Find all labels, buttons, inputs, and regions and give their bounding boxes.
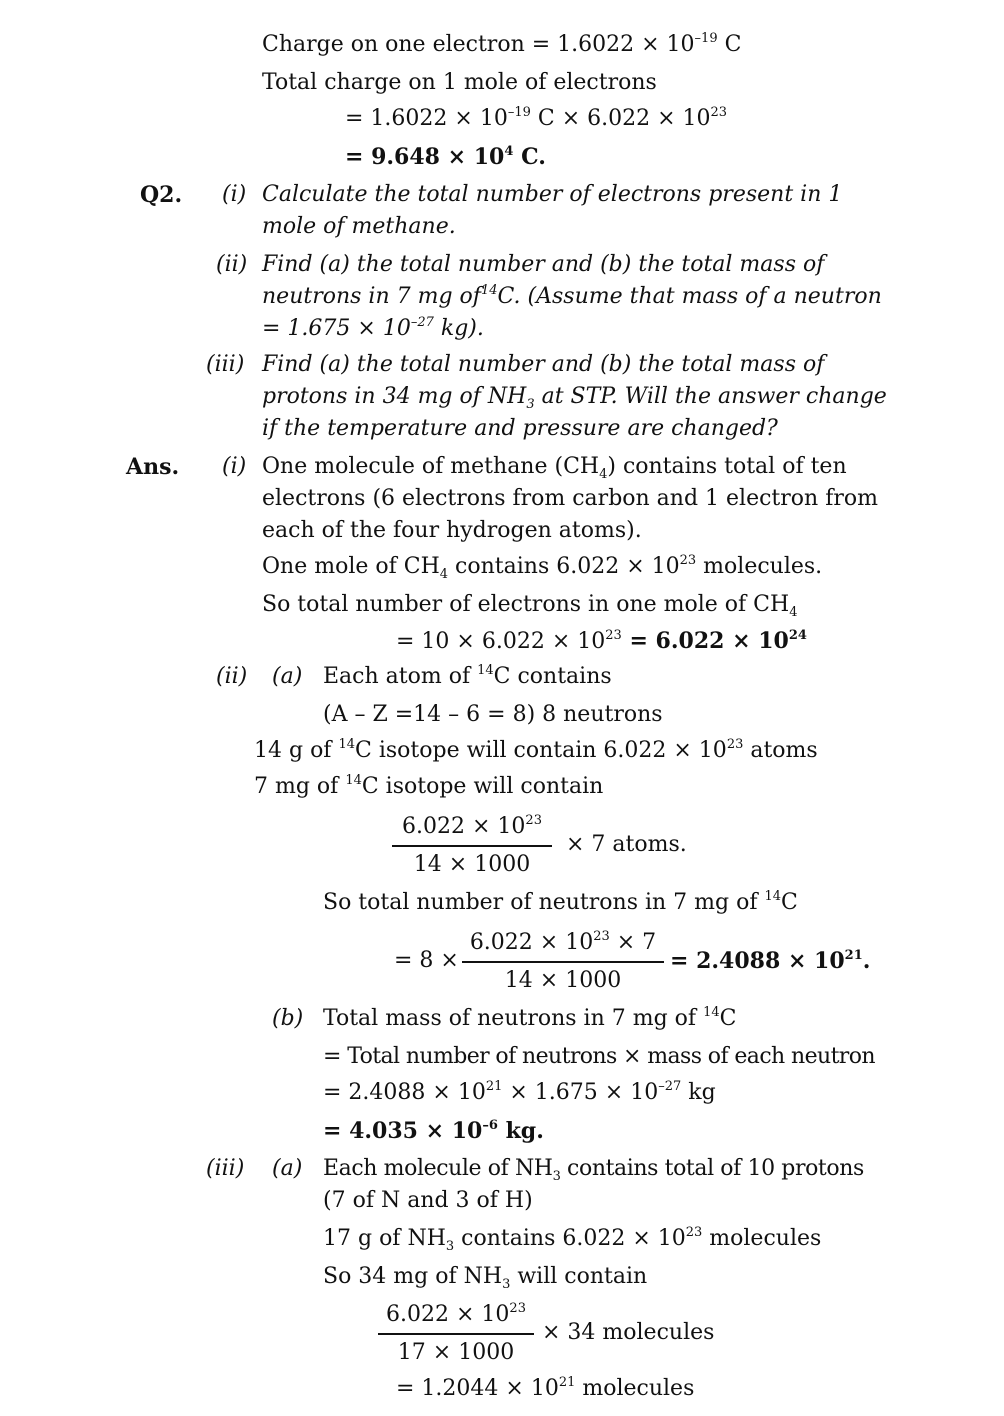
ans-i-line1 — [262, 452, 847, 482]
text: 14 g of — [254, 738, 339, 763]
text: 7 mg of — [254, 774, 346, 799]
ans-i-line2: electrons (6 electrons from carbon and 1 electron from — [262, 486, 878, 511]
fraction-neutrons-prefix: = 8 × — [394, 948, 459, 973]
text: Charge on one electron = 1.6022 × 10 — [262, 32, 695, 57]
text: Each atom of — [323, 664, 478, 689]
exponent: 24 — [788, 628, 807, 643]
fraction-denominator: 14 × 1000 — [413, 852, 531, 877]
ans-part-iii-number: (iii) — [206, 1156, 245, 1181]
text: × 7 — [609, 930, 657, 955]
text: So total number of electrons in one mole of CH — [262, 592, 790, 617]
text: C isotope will contain — [361, 774, 604, 799]
exponent: 23 — [509, 1301, 526, 1316]
fraction-numerator — [462, 928, 664, 958]
q2-part-iii-line2 — [262, 382, 887, 412]
text: contains total of 10 protons — [560, 1156, 864, 1181]
text: 6.022 × 10 — [469, 930, 594, 955]
total-charge-heading — [262, 68, 657, 98]
subscript: 4 — [789, 605, 798, 620]
q2-part-ii-number: (ii) — [216, 252, 248, 277]
text: kg — [681, 1080, 716, 1105]
fraction-denominator: 17 × 1000 — [397, 1340, 515, 1365]
ans-ii-b-result — [323, 1116, 544, 1146]
exponent: 23 — [593, 929, 610, 944]
text: molecules — [702, 1226, 822, 1251]
ans-iii-line3 — [323, 1224, 821, 1254]
text: = 4.035 × 10 — [323, 1118, 483, 1144]
ans-ii-a-line4 — [254, 772, 603, 802]
fraction-bar — [462, 961, 664, 963]
superscript: 14 — [338, 737, 355, 752]
text: will contain — [510, 1264, 648, 1289]
superscript: 14 — [345, 773, 362, 788]
ans-i-result — [396, 626, 807, 657]
text: kg. — [497, 1118, 544, 1144]
ans-iii-result — [396, 1374, 694, 1404]
fraction-molecules-multiplier: × 34 molecules — [542, 1320, 715, 1345]
q2-part-i-line1: Calculate the total number of electrons present in 1 — [262, 182, 843, 207]
text: C. — [513, 144, 546, 170]
question-label: Q2. — [140, 182, 183, 208]
fraction-numerator — [392, 812, 552, 842]
fraction-atoms — [392, 812, 552, 880]
exponent: –19 — [507, 105, 531, 120]
text: = 2.4088 × 10 — [323, 1080, 486, 1105]
text: contains 6.022 × 10 — [454, 1226, 686, 1251]
ans-ii-a-line3 — [254, 736, 818, 766]
ans-ii-a-line1 — [323, 662, 612, 692]
text: protons in 34 mg of NH — [262, 384, 527, 409]
text: kg). — [433, 316, 484, 341]
ans-ii-b-line3 — [323, 1078, 716, 1108]
ans-ii-b-line2: = Total number of neutrons × mass of each neutron — [323, 1044, 875, 1069]
text: = 10 × 6.022 × 10 — [396, 629, 606, 654]
text: × 1.675 × 10 — [502, 1080, 659, 1105]
subscript: 3 — [526, 397, 535, 412]
text: So 34 mg of NH — [323, 1264, 503, 1289]
fraction-neutrons-result — [670, 946, 870, 976]
q2-part-iii-line3: if the temperature and pressure are changed? — [262, 416, 778, 441]
text: contains 6.022 × 10 — [448, 554, 680, 579]
ans-iii-line2: (7 of N and 3 of H) — [323, 1188, 533, 1213]
text: = 1.675 × 10 — [262, 316, 411, 341]
total-charge-calc-line — [345, 104, 727, 134]
subscript: 4 — [439, 567, 449, 582]
text: = 1.6022 × 10 — [345, 106, 508, 131]
text: = 2.4088 × 10 — [670, 948, 845, 974]
ans-iii-line1 — [323, 1154, 864, 1184]
ans-iii-a-number: (a) — [272, 1156, 303, 1181]
text: . — [862, 948, 871, 974]
text: Total mass of neutrons in 7 mg of — [323, 1006, 704, 1031]
text: = 1.2044 × 10 — [396, 1376, 559, 1401]
superscript: 14 — [764, 889, 782, 904]
ans-ii-a-line2: (A – Z =14 – 6 = 8) 8 neutrons — [323, 702, 663, 727]
ans-iii-line4 — [323, 1262, 647, 1292]
text: molecules. — [696, 554, 823, 579]
ans-i-line5 — [262, 590, 798, 620]
ans-i-line4 — [262, 552, 822, 582]
exponent: 21 — [485, 1079, 503, 1094]
exponent: 23 — [726, 737, 744, 752]
ans-ii-a-number: (a) — [272, 664, 303, 689]
q2-part-i-number: (i) — [222, 182, 247, 207]
total-charge-result — [345, 142, 546, 172]
text: atoms — [743, 738, 818, 763]
subscript: 3 — [502, 1277, 511, 1292]
exponent: 23 — [679, 553, 697, 568]
text: One molecule of methane (CH — [262, 454, 600, 479]
text: C — [717, 32, 742, 57]
text: C — [719, 1006, 737, 1031]
exponent: 23 — [710, 105, 728, 120]
ans-part-i-number: (i) — [222, 454, 247, 479]
subscript: 4 — [599, 467, 608, 482]
ans-part-ii-number: (ii) — [216, 664, 248, 689]
text: 6.022 × 10 — [402, 814, 526, 839]
superscript: 14 — [703, 1005, 720, 1020]
text: One mole of CH — [262, 554, 440, 579]
fraction-neutrons — [462, 928, 664, 996]
exponent: 4 — [504, 144, 514, 159]
fraction-denominator: 14 × 1000 — [504, 968, 622, 993]
text: 17 g of NH — [323, 1226, 446, 1251]
q2-part-iii-number: (iii) — [206, 352, 245, 377]
ans-ii-b-number: (b) — [272, 1006, 304, 1031]
q2-part-iii-line1: Find (a) the total number and (b) the total mass of — [262, 352, 825, 377]
text: at STP. Will the answer change — [534, 384, 887, 409]
exponent: 23 — [525, 813, 542, 828]
text: C — [781, 890, 798, 915]
text: ) contains total of ten — [607, 454, 847, 479]
exponent: –27 — [658, 1079, 682, 1094]
fraction-bar — [378, 1333, 534, 1335]
text: C isotope will contain 6.022 × 10 — [355, 738, 727, 763]
exponent: 23 — [685, 1225, 703, 1240]
superscript: 14 — [480, 283, 498, 298]
ans-ii-b-line1 — [323, 1004, 736, 1034]
q2-part-ii-line3 — [262, 314, 484, 344]
ans-ii-a-line6 — [323, 888, 798, 918]
text: Total charge on 1 mole of electrons — [262, 70, 657, 95]
superscript: 14 — [477, 663, 494, 678]
text: So total number of neutrons in 7 mg of — [323, 890, 765, 915]
text: Each molecule of NH — [323, 1156, 553, 1181]
fraction-bar — [392, 845, 552, 847]
exponent: 21 — [844, 948, 863, 963]
text: C. (Assume that mass of a neutron — [497, 284, 882, 309]
q2-part-i-line2: mole of methane. — [262, 214, 456, 239]
text: neutrons in 7 mg of — [262, 284, 481, 309]
answer-label: Ans. — [126, 454, 180, 480]
fraction-molecules — [378, 1300, 534, 1368]
text: C × 6.022 × 10 — [530, 106, 711, 131]
exponent: –6 — [482, 1118, 498, 1133]
subscript: 3 — [445, 1239, 455, 1254]
fraction-atoms-multiplier: × 7 atoms. — [566, 832, 687, 857]
charge-one-electron-line — [262, 30, 741, 60]
exponent: 21 — [558, 1375, 576, 1390]
q2-part-ii-line1: Find (a) the total number and (b) the total mass of — [262, 252, 825, 277]
ans-i-line3: each of the four hydrogen atoms). — [262, 518, 642, 543]
subscript: 3 — [552, 1169, 561, 1184]
exponent: 23 — [605, 628, 622, 643]
exponent: –19 — [694, 31, 718, 46]
text: molecules — [575, 1376, 695, 1401]
text: = 6.022 × 10 — [621, 628, 789, 654]
text: = 9.648 × 10 — [345, 144, 505, 170]
text: 6.022 × 10 — [386, 1302, 510, 1327]
fraction-numerator — [378, 1300, 534, 1330]
q2-part-ii-line2 — [262, 282, 882, 312]
exponent: –27 — [410, 315, 434, 330]
text: C contains — [493, 664, 612, 689]
